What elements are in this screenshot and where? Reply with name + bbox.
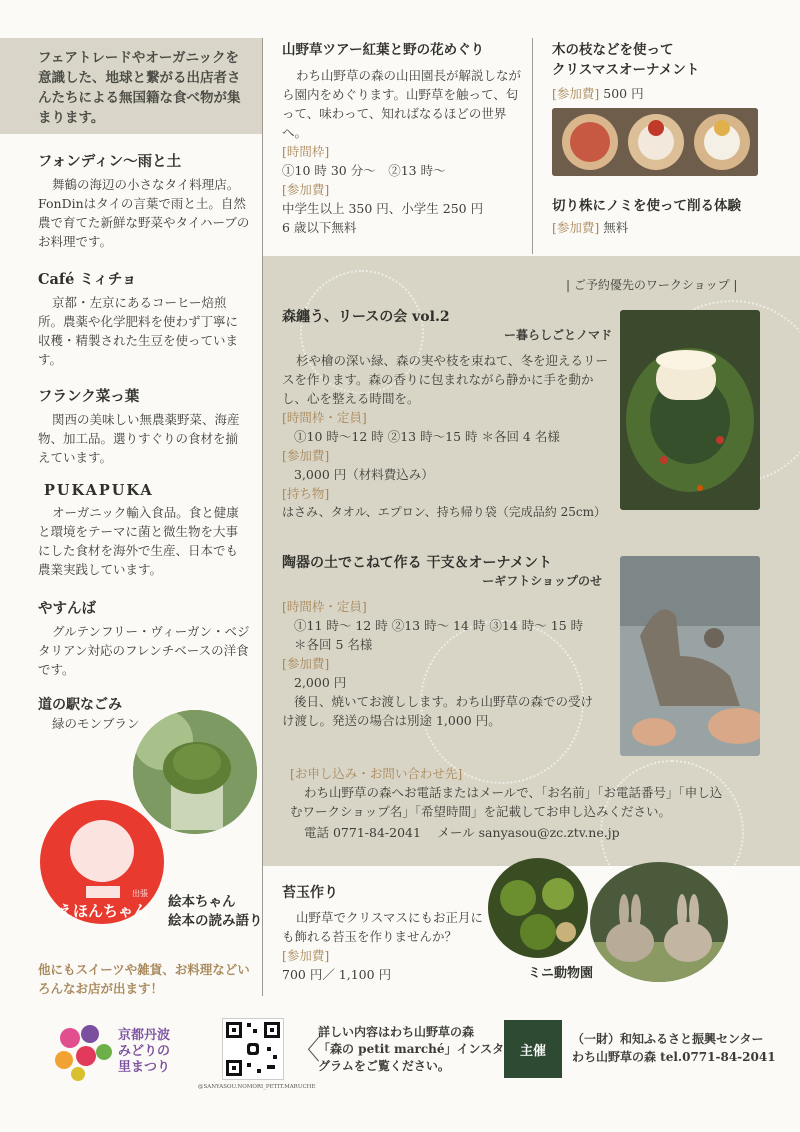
wreath-title: 森纏う、リースの会 vol.2 (282, 309, 450, 325)
shop-desc: グルテンフリー・ヴィーガン・ベジタリアン対応のフレンチベースの洋食です。 (38, 624, 250, 677)
shop-fondin (38, 150, 250, 251)
ornament-fee: 500 円 (603, 86, 644, 101)
festival-name-3: 里まつり (118, 1060, 171, 1075)
wreath-desc: 杉や檜の深い緑、森の実や枝を束ねて、冬を迎えるリースを作ります。森の香りに包まれながら静かに手を動かし、心を整える時間を。 (282, 353, 608, 406)
ehon-logo (40, 800, 164, 924)
wreath-time-label: [時間枠・定員] (282, 410, 367, 425)
reserve-header: | ご予約優先のワークショップ | (566, 278, 738, 292)
festival-name (118, 1028, 170, 1076)
festival-name-2: みどりの (118, 1044, 171, 1059)
footer-info-1: 詳しい内容はわち山野草の森 (318, 1025, 475, 1039)
pottery-time-label: [時間枠・定員] (282, 599, 367, 614)
ornament-fee-label: [参加費] (552, 86, 600, 101)
host-org (572, 1030, 776, 1066)
ornament-section (552, 38, 792, 103)
host-label: 主催 (504, 1020, 562, 1078)
rabbit-photo (590, 862, 728, 982)
kirikabu-fee-label: [参加費] (552, 220, 600, 235)
pottery-fee: 2,000 円 (294, 675, 347, 690)
tour-time-label: [時間枠] (282, 144, 330, 159)
ehon-caption (168, 893, 264, 931)
wreath-bring-label: [持ち物] (282, 486, 330, 501)
apply-line1: わち山野草の森へお電話またはメールで、「お名前」「お電話番号」「申し込 (304, 785, 723, 800)
festival-logo (52, 1022, 116, 1082)
shop-name: PUKAPUKA (44, 482, 154, 499)
shop-desc: 京都・左京にあるコーヒー焙煎所。農薬や化学肥料を使わず丁寧に収穫・精製された生豆を使っています。 (38, 295, 239, 367)
qr-code[interactable] (222, 1018, 284, 1080)
michinoeki-item: 緑のモンブラン (52, 716, 140, 731)
host-org-1: （一財）和知ふるさと振興センター (572, 1032, 764, 1046)
shop-desc: 舞鶴の海辺の小さなタイ料理店。FonDinはタイの言葉で雨と土。自然農で育てた新鮮な野菜やタイハーブのお料理です。 (38, 177, 250, 249)
others-note: 他にもスイーツや雑貨、お料理などいろんなお店が出ます！ (38, 962, 250, 996)
footer-info-3: グラムをご覧ください。 (318, 1059, 450, 1073)
zoo-label: ミニ動物園 (528, 966, 594, 981)
ornament-photo (552, 108, 758, 176)
moss-photo (488, 858, 588, 958)
chevron-left-icon: 〈 (294, 1036, 321, 1066)
tour-time: ①10 時 30 分〜 ②13 時〜 (282, 163, 446, 178)
apply-label: [お申し込み・お問い合わせ先] (290, 766, 463, 781)
pottery-time1: ①11 時〜 12 時 ②13 時〜 14 時 ③14 時〜 15 時 (294, 618, 584, 633)
pottery-note1: 後日、焼いてお渡しします。わち山野草の森での受け (294, 694, 594, 709)
moss-desc: 山野草でクリスマスにもお正月にも飾れる苔玉を作りませんか？ (282, 910, 484, 944)
ehon-logo-text: えほんちゃん (58, 902, 149, 920)
shop-desc: オーガニック輸入食品。食と健康と環境をテーマに菌と微生物を大事にした食材を海外で生産、日本でも農業実践しています。 (38, 505, 239, 577)
shop-name: フランク菜っ葉 (38, 388, 140, 405)
tour-fee2: 6 歳以下無料 (282, 220, 357, 235)
moss-section (282, 882, 492, 984)
pottery-photo (620, 556, 760, 756)
apply-tel: 電話 0771-84-2041 メール sanyasou@zc.ztv.ne.jp (304, 825, 620, 840)
shop-pukapuka (38, 482, 250, 579)
tour-desc: わち山野草の森の山田園長が解説しながら園内をめぐります。山野草を触って、匂って、味わって、知ればなるほどの世界へ。 (282, 68, 522, 140)
ehon-logo-small: 出張 (132, 889, 148, 898)
pottery-note2: け渡し。発送の場合は別途 1,000 円。 (282, 713, 501, 728)
shop-frank (38, 385, 250, 467)
pottery-fee-label: [参加費] (282, 656, 330, 671)
wreath-photo (620, 310, 760, 510)
ornament-title2: クリスマスオーナメント (552, 62, 700, 78)
qr-caption: @SANYASOU.NOMORI_PETIT.MARUCHE (198, 1084, 316, 1090)
shop-name: やすんば (38, 600, 96, 617)
festival-name-1: 京都丹波 (118, 1028, 171, 1043)
apply-line2: むワークショップ名」「希望時間」を記載してお申し込みください。 (290, 804, 672, 819)
wreath-bring: はさみ、タオル、エプロン、持ち帰り袋（完成品約 25cm） (282, 505, 606, 519)
pottery-section (282, 552, 622, 730)
michinoeki (38, 694, 140, 733)
ornament-title1: 木の枝などを使って (552, 42, 674, 58)
pottery-host: ーギフトショップのせ (482, 574, 602, 588)
wreath-time: ①10 時〜12 時 ②13 時〜15 時 ＊各回 4 名様 (294, 429, 560, 444)
host-org-2: わち山野草の森 tel.0771-84-2041 (572, 1050, 776, 1064)
pottery-time2: ＊各回 5 名様 (294, 637, 373, 652)
wreath-fee: 3,000 円（材料費込み） (294, 467, 434, 482)
wreath-section (282, 306, 612, 522)
shop-name: フォンディン〜雨と土 (38, 153, 182, 170)
wreath-fee-label: [参加費] (282, 448, 330, 463)
apply-section (290, 764, 790, 842)
intro-box (0, 38, 262, 134)
wreath-host: ー暮らしごとノマド (503, 328, 612, 342)
shop-yasunba (38, 597, 250, 679)
footer-info (318, 1024, 504, 1075)
ehon-caption-2: 絵本の読み語り (168, 913, 263, 929)
top-divider (532, 38, 533, 254)
shop-name: Café ミィチョ (38, 271, 137, 288)
moss-fee: 700 円／ 1,100 円 (282, 967, 392, 982)
shop-desc: 関西の美味しい無農薬野菜、海産物、加工品。選りすぐりの食材を揃えています。 (38, 412, 240, 465)
montblanc-photo (133, 710, 257, 834)
shop-cafe (38, 268, 250, 369)
pottery-title: 陶器の土でこねて作る 干支＆オーナメント (282, 555, 552, 571)
moss-fee-label: [参加費] (282, 948, 330, 963)
kirikabu-fee: 無料 (603, 220, 629, 235)
kirikabu-title: 切り株にノミを使って削る体験 (552, 198, 741, 214)
ehon-caption-1: 絵本ちゃん (168, 894, 236, 910)
tour-section (282, 38, 524, 237)
intro-text: フェアトレードやオーガニックを意識した、地球と繋がる出店者さんたちによる無国籍な食べ物が集まります。 (38, 50, 241, 126)
kirikabu-section (552, 194, 792, 237)
michinoeki-name: 道の駅なごみ (38, 697, 122, 713)
tour-title: 山野草ツアー紅葉と野の花めぐり (282, 42, 485, 58)
tour-fee1: 中学生以上 350 円、小学生 250 円 (282, 201, 484, 216)
tour-fee-label: [参加費] (282, 182, 330, 197)
moss-title: 苔玉作り (282, 885, 338, 901)
footer-info-2: 「森の petit marché」インスタ (318, 1042, 505, 1056)
